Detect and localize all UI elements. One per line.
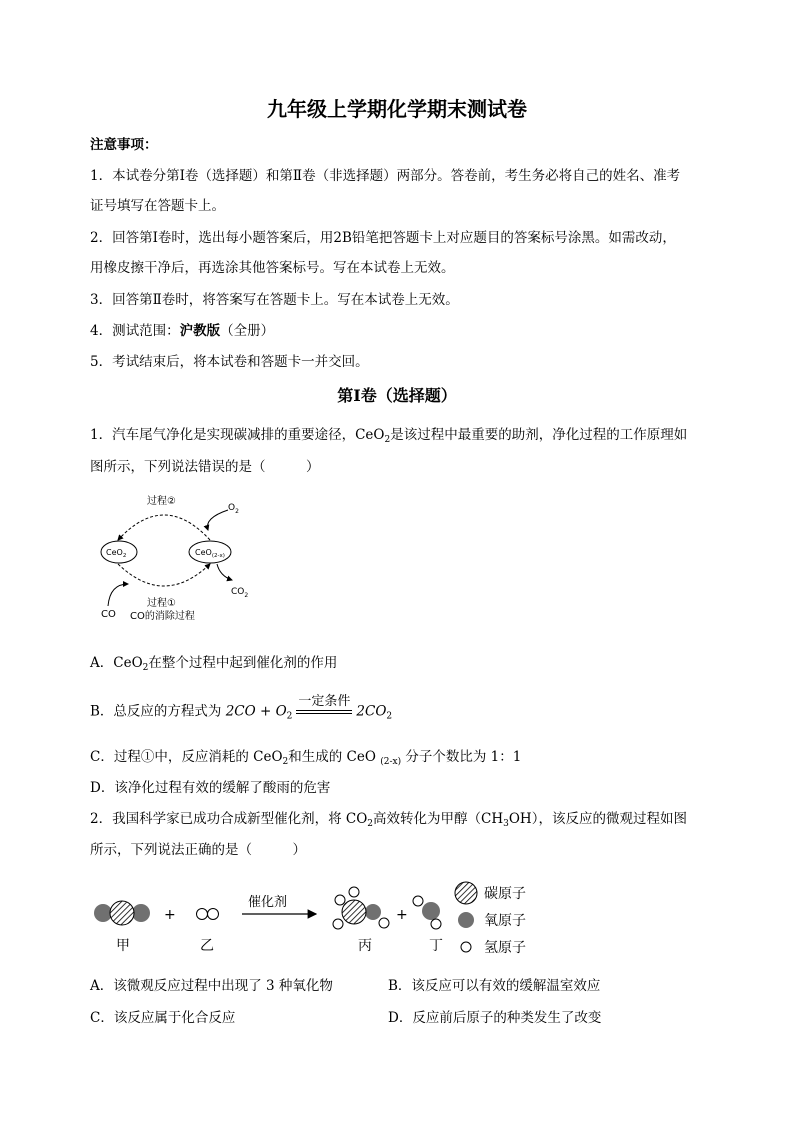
section-heading: 第Ⅰ卷（选择题） [337, 386, 457, 405]
q1-cycle-diagram [92, 488, 262, 628]
ceo2x-label: CeO$_{(2-x)}$ [195, 548, 225, 559]
q2-stem-line-1: 2．我国科学家已成功合成新型催化剂，将 $CO_2$高效转化为甲醇$(CH_3OH)$，该反应的微观过程如图 [90, 811, 687, 829]
legend-hydrogen-swatch [461, 942, 471, 952]
label-yi: 乙 [200, 938, 214, 954]
molecule-bing [333, 887, 389, 929]
legend-hydrogen-label: 氢原子 [484, 940, 526, 956]
plus-1: + [164, 907, 176, 923]
page-title: 九年级上学期化学期末测试卷 [267, 97, 527, 121]
hydrogen-atom [349, 887, 359, 897]
molecule-yi [197, 909, 219, 920]
hydrogen-atom [333, 919, 343, 929]
o2-label: $O_2$ [228, 503, 239, 515]
o2-arrow [207, 510, 228, 530]
q1-option-a: A．CeO$_2$在整个过程中起到催化剂的作用 [90, 655, 338, 673]
co2-label: $CO_2$ [231, 587, 249, 599]
ceo2-label: CeO$_2$ [106, 548, 127, 559]
co2-arrow [217, 564, 232, 580]
notice-item-5: 5．考试结束后，将本试卷和答题卡一并交回。 [90, 354, 369, 370]
q1-option-c: C．过程①中，反应消耗的 CeO$_2$和生成的 CeO $_{(2-x)}$ 分子个数比为 1：1 [90, 749, 522, 767]
notice-heading: 注意事项： [90, 137, 158, 153]
legend-oxygen-swatch [458, 912, 474, 928]
carbon-atom [110, 901, 134, 925]
molecule-ding [413, 896, 441, 929]
q1-stem-line-2: 图所示，下列说法错误的是（ ） [90, 459, 320, 475]
process2-label: 过程② [147, 496, 176, 507]
process2-arc [118, 515, 210, 540]
q2-option-d: D．反应前后原子的种类发生了改变 [388, 1010, 602, 1026]
notice-item-2-line-1: 2．回答第Ⅰ卷时，选出每小题答案后，用2B铅笔把答题卡上对应题目的答案标号涂黑。如需改动， [90, 230, 676, 246]
process1-arc [118, 564, 210, 586]
oxygen-atom [365, 904, 381, 920]
notice-item-3: 3．回答第Ⅱ卷时，将答案写在答题卡上。写在本试卷上无效。 [90, 292, 459, 308]
q1-option-b: B．总反应的方程式为 $2CO + O_2$ 一定条件 $2CO_2$ [90, 694, 393, 722]
q2-option-c: C．该反应属于化合反应 [90, 1010, 236, 1026]
process1-label: 过程① [147, 598, 176, 609]
q2-stem-line-2: 所示，下列说法正确的是（ ） [90, 842, 306, 858]
molecule-jia [94, 901, 150, 925]
oxygen-atom [132, 904, 150, 922]
notice-item-4: 4．测试范围：沪教版（全册） [90, 323, 275, 339]
label-jia: 甲 [116, 938, 130, 954]
co-label: CO [101, 609, 116, 620]
oxygen-atom [422, 902, 440, 920]
q2-option-b: B．该反应可以有效的缓解温室效应 [388, 978, 601, 994]
notice-item-1-line-1: 1．本试卷分第Ⅰ卷（选择题）和第Ⅱ卷（非选择题）两部分。答卷前，考生务必将自己的姓名、准考 [90, 168, 681, 184]
label-ding: 丁 [429, 938, 443, 954]
legend [455, 882, 526, 956]
hydrogen-atom [208, 909, 219, 920]
legend-carbon-swatch [455, 882, 477, 904]
hydrogen-atom [431, 919, 441, 929]
q1-option-d: D．该净化过程有效的缓解了酸雨的危害 [90, 780, 331, 796]
plus-2: + [396, 907, 408, 923]
hydrogen-atom [335, 895, 345, 905]
q2-option-a: A．该微观反应过程中出现了 3 种氧化物 [90, 978, 333, 994]
catalyst-label: 催化剂 [248, 895, 288, 910]
hydrogen-atom [379, 918, 389, 928]
q2-reaction-diagram [88, 878, 548, 960]
oxygen-atom [94, 904, 112, 922]
legend-carbon-label: 碳原子 [484, 886, 526, 902]
label-bing: 丙 [358, 938, 372, 954]
legend-oxygen-label: 氧原子 [484, 913, 526, 929]
co-removal-label: CO的消除过程 [130, 611, 195, 622]
hydrogen-atom [197, 909, 208, 920]
co-arrow [108, 584, 128, 606]
notice-item-1-line-2: 证号填写在答题卡上。 [90, 198, 225, 214]
hydrogen-atom [413, 896, 423, 906]
q1-stem-line-1: 1．汽车尾气净化是实现碳减排的重要途径，CeO$_2$是该过程中最重要的助剂，净化过程的工作原理如 [90, 427, 688, 445]
carbon-atom [342, 900, 366, 924]
notice-item-2-line-2: 用橡皮擦干净后，再选涂其他答案标号。写在本试卷上无效。 [90, 260, 455, 276]
